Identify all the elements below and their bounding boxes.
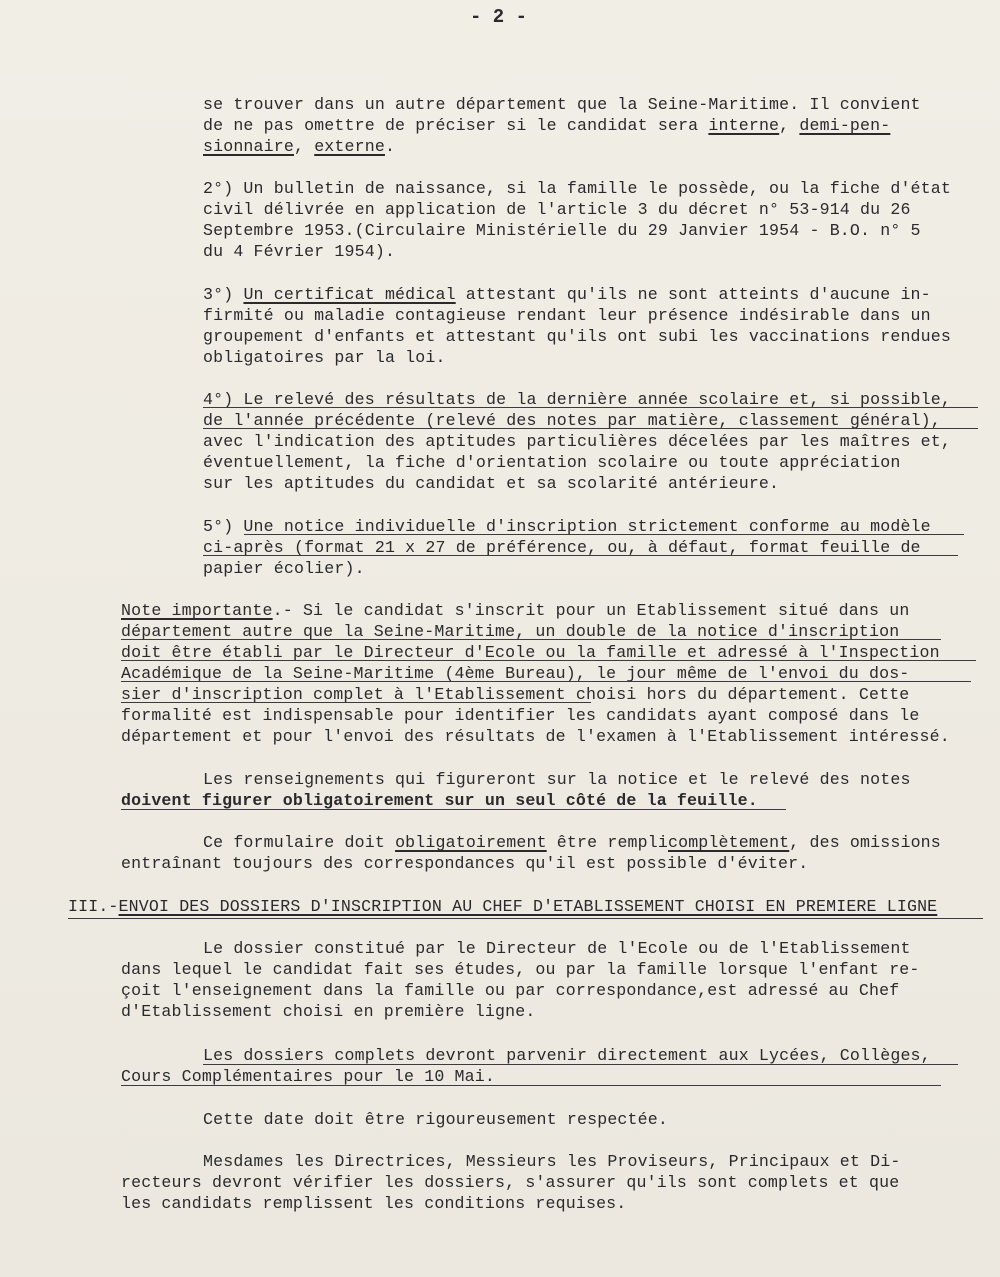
para2-line2: civil délivrée en application de l'article 3 du décret n° 53-914 du 26 — [203, 200, 911, 219]
note-line2: département autre que la Seine-Maritime, un double de la notice d'inscription — [121, 622, 900, 641]
underline — [203, 428, 978, 429]
note-line4: Académique de la Seine-Maritime (4ème Bureau), le jour même de l'envoi du dos- — [121, 664, 910, 683]
dossier-line3: çoit l'enseignement dans la famille ou par correspondance,est adressé au Chef — [121, 981, 900, 1000]
option-demi-pensionnaire: demi-pen- — [799, 116, 891, 135]
date-line: Cette date doit être rigoureusement respectée. — [203, 1110, 668, 1129]
formulaire-line2: entraînant toujours des correspondances qu'il est possible d'éviter. — [121, 854, 809, 873]
underline — [121, 1085, 941, 1086]
formulaire-text: Ce formulaire doit — [203, 833, 396, 852]
para1-line2 — [203, 115, 890, 136]
para3-text: attestant qu'ils ne sont atteints d'aucune in- — [455, 285, 931, 304]
final-line1: Mesdames les Directrices, Messieurs les Proviseurs, Principaux et Di- — [203, 1152, 901, 1171]
para4-line3: avec l'indication des aptitudes particulières décelées par les maîtres et, — [203, 432, 951, 451]
para4-line4: éventuellement, la fiche d'orientation scolaire ou toute appréciation — [203, 453, 901, 472]
para3-line3: groupement d'enfants et attestant qu'ils ont subi les vaccinations rendues — [203, 327, 951, 346]
note-text: .- Si le candidat s'inscrit pour un Etablissement situé dans un — [272, 601, 910, 620]
para3-line4: obligatoires par la loi. — [203, 348, 446, 367]
underline — [203, 1064, 958, 1065]
para1-text: de ne pas omettre de préciser si le candidat sera — [203, 116, 709, 135]
dossier-line2: dans lequel le candidat fait ses études, ou par la famille lorsque l'enfant re- — [121, 960, 920, 979]
para1-sep: , — [779, 116, 800, 135]
para4-line2: de l'année précédente (relevé des notes par matière, classement général), — [203, 411, 941, 430]
underline — [121, 660, 976, 661]
note-line6: formalité est indispensable pour identifier les candidats ayant composé dans le — [121, 706, 920, 725]
underline — [121, 809, 786, 810]
renseignements-line2: doivent figurer obligatoirement sur un seul côté de la feuille. — [121, 791, 758, 810]
section3-title: ENVOI DES DOSSIERS D'INSCRIPTION AU CHEF D'ETABLISSEMENT CHOISI EN PREMIERE LIGNE — [118, 897, 938, 916]
underline — [203, 555, 958, 556]
underline — [203, 407, 978, 408]
para2-line4: du 4 Février 1954). — [203, 242, 396, 261]
formulaire-obligatoirement: obligatoirement — [395, 833, 547, 852]
option-externe: externe — [314, 137, 385, 156]
para4-line1: 4°) Le relevé des résultats de la dernière année scolaire et, si possible, — [203, 390, 951, 409]
formulaire-line1 — [203, 832, 941, 853]
para1-sep2: , — [293, 137, 315, 156]
final-line2: recteurs devront vérifier les dossiers, s'assurer qu'ils sont complets et que — [121, 1173, 900, 1192]
para5-line3: papier écolier). — [203, 559, 365, 578]
renseignements-line1: Les renseignements qui figureront sur la notice et le relevé des notes — [203, 770, 911, 789]
underline — [121, 639, 941, 640]
para3-num: 3°) — [203, 285, 244, 304]
para1-line3 — [203, 136, 395, 157]
dossier-line1: Le dossier constitué par le Directeur de l'Ecole ou de l'Etablissement — [203, 939, 911, 958]
section3-number: III.- — [68, 897, 119, 916]
para3-line1 — [203, 284, 931, 305]
option-demi-pensionnaire-end: sionnaire — [203, 137, 294, 156]
section3-rule — [68, 918, 983, 919]
certificat-medical: Un certificat médical — [243, 285, 456, 304]
complets-line1: Les dossiers complets devront parvenir directement aux Lycées, Collèges, — [203, 1046, 931, 1065]
para1-end: . — [384, 137, 396, 156]
note-line3: doit être établi par le Directeur d'Ecole ou la famille et adressé à l'Inspection — [121, 643, 940, 662]
para4-line5: sur les aptitudes du candidat et sa scolarité antérieure. — [203, 474, 780, 493]
underline — [121, 681, 971, 682]
para3-line2: firmité ou maladie contagieuse rendant leur présence indésirable dans un — [203, 306, 931, 325]
complets-line2: Cours Complémentaires pour le 10 Mai. — [121, 1067, 495, 1086]
note-line5: sier d'inscription complet à l'Etablissement choisi hors du département. Cette — [121, 685, 910, 704]
para2-line3: Septembre 1953.(Circulaire Ministérielle du 29 Janvier 1954 - B.O. n° 5 — [203, 221, 921, 240]
formulaire-text3: , des omissions — [789, 833, 941, 852]
dossier-line4: d'Etablissement choisi en première ligne. — [121, 1002, 536, 1021]
option-interne: interne — [708, 116, 780, 135]
underline — [244, 534, 964, 535]
formulaire-text2: être rempli — [546, 833, 668, 852]
para5-line1: 5°) Une notice individuelle d'inscription strictement conforme au modèle — [203, 517, 931, 536]
para1-line1: se trouver dans un autre département que la Seine-Maritime. Il convient — [203, 95, 921, 114]
note-line1 — [121, 600, 909, 621]
page-number: - 2 - — [470, 6, 528, 28]
underline — [121, 702, 591, 703]
para2-line1: 2°) Un bulletin de naissance, si la famille le possède, ou la fiche d'état — [203, 179, 951, 198]
note-label: Note importante — [121, 601, 273, 620]
section3-heading — [68, 896, 937, 917]
final-line3: les candidats remplissent les conditions requises. — [121, 1194, 627, 1213]
para5-line2: ci-après (format 21 x 27 de préférence, ou, à défaut, format feuille de — [203, 538, 921, 557]
note-line7: département et pour l'envoi des résultats de l'examen à l'Etablissement intéressé. — [121, 727, 950, 746]
formulaire-completement: complètement — [667, 833, 790, 852]
